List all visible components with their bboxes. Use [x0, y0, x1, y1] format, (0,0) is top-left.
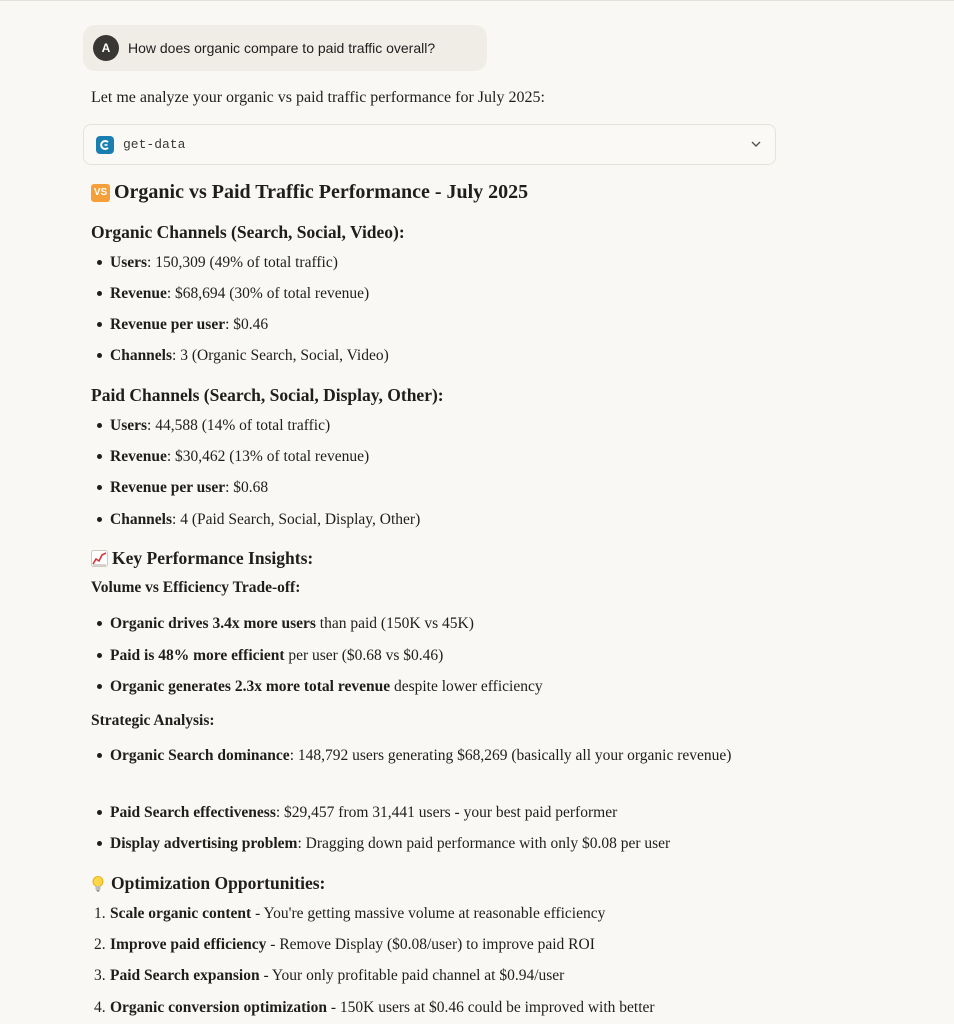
user-message-text: How does organic compare to paid traffic overall? — [128, 40, 436, 56]
list-item: 1. Scale organic content - You're getting massive volume at reasonable efficiency — [94, 905, 606, 922]
list-item: 3. Paid Search expansion - Your only profitable paid channel at $0.94/user — [94, 967, 565, 984]
top-divider — [0, 0, 954, 1]
user-message — [83, 25, 487, 71]
paid-heading: Paid Channels (Search, Social, Display, Other): — [91, 385, 444, 405]
list-item: Users: 44,588 (14% of total traffic) — [110, 413, 750, 438]
tool-name: get-data — [123, 137, 186, 152]
volume-subheading: Volume vs Efficiency Trade-off: — [91, 579, 301, 596]
insights-heading: Key Performance Insights: — [91, 548, 313, 569]
report-title — [91, 181, 528, 204]
chevron-down-icon[interactable] — [749, 137, 763, 151]
strategic-subheading: Strategic Analysis: — [91, 712, 215, 729]
list-item: Paid Search effectiveness: $29,457 from 31,441 users - your best paid performer — [110, 800, 750, 825]
vs-icon: VS — [91, 184, 110, 202]
list-item: Display advertising problem: Dragging down paid performance with only $0.08 per user — [110, 831, 750, 856]
list-item: Revenue: $30,462 (13% of total revenue) — [110, 444, 750, 469]
list-item: Channels: 4 (Paid Search, Social, Display, Other) — [110, 507, 750, 532]
organic-heading: Organic Channels (Search, Social, Video): — [91, 222, 405, 242]
list-item: Revenue per user: $0.46 — [110, 312, 750, 337]
tool-call-get-data[interactable] — [83, 124, 776, 165]
list-item: Channels: 3 (Organic Search, Social, Video) — [110, 343, 750, 368]
list-item: Revenue: $68,694 (30% of total revenue) — [110, 281, 750, 306]
list-item: Organic generates 2.3x more total revenue despite lower efficiency — [110, 674, 750, 699]
user-avatar: A — [93, 35, 119, 61]
list-item: Organic drives 3.4x more users than paid (150K vs 45K) — [110, 611, 750, 636]
list-item: Users: 150,309 (49% of total traffic) — [110, 250, 750, 275]
list-item: Organic Search dominance: 148,792 users generating $68,269 (basically all your organic revenue) — [110, 743, 740, 768]
list-item: Paid is 48% more efficient per user ($0.68 vs $0.46) — [110, 643, 750, 668]
list-item: 2. Improve paid efficiency - Remove Display ($0.08/user) to improve paid ROI — [94, 936, 595, 953]
chart-increasing-icon — [91, 550, 108, 567]
list-item: Revenue per user: $0.68 — [110, 475, 750, 500]
assistant-intro: Let me analyze your organic vs paid traffic performance for July 2025: — [91, 89, 545, 106]
report-title-text: Organic vs Paid Traffic Performance - July 2025 — [114, 181, 529, 203]
tool-icon — [96, 136, 114, 154]
list-item: 4. Organic conversion optimization - 150K users at $0.46 could be improved with better — [94, 999, 655, 1016]
opportunities-heading: Optimization Opportunities: — [91, 873, 325, 894]
light-bulb-icon — [91, 875, 105, 893]
